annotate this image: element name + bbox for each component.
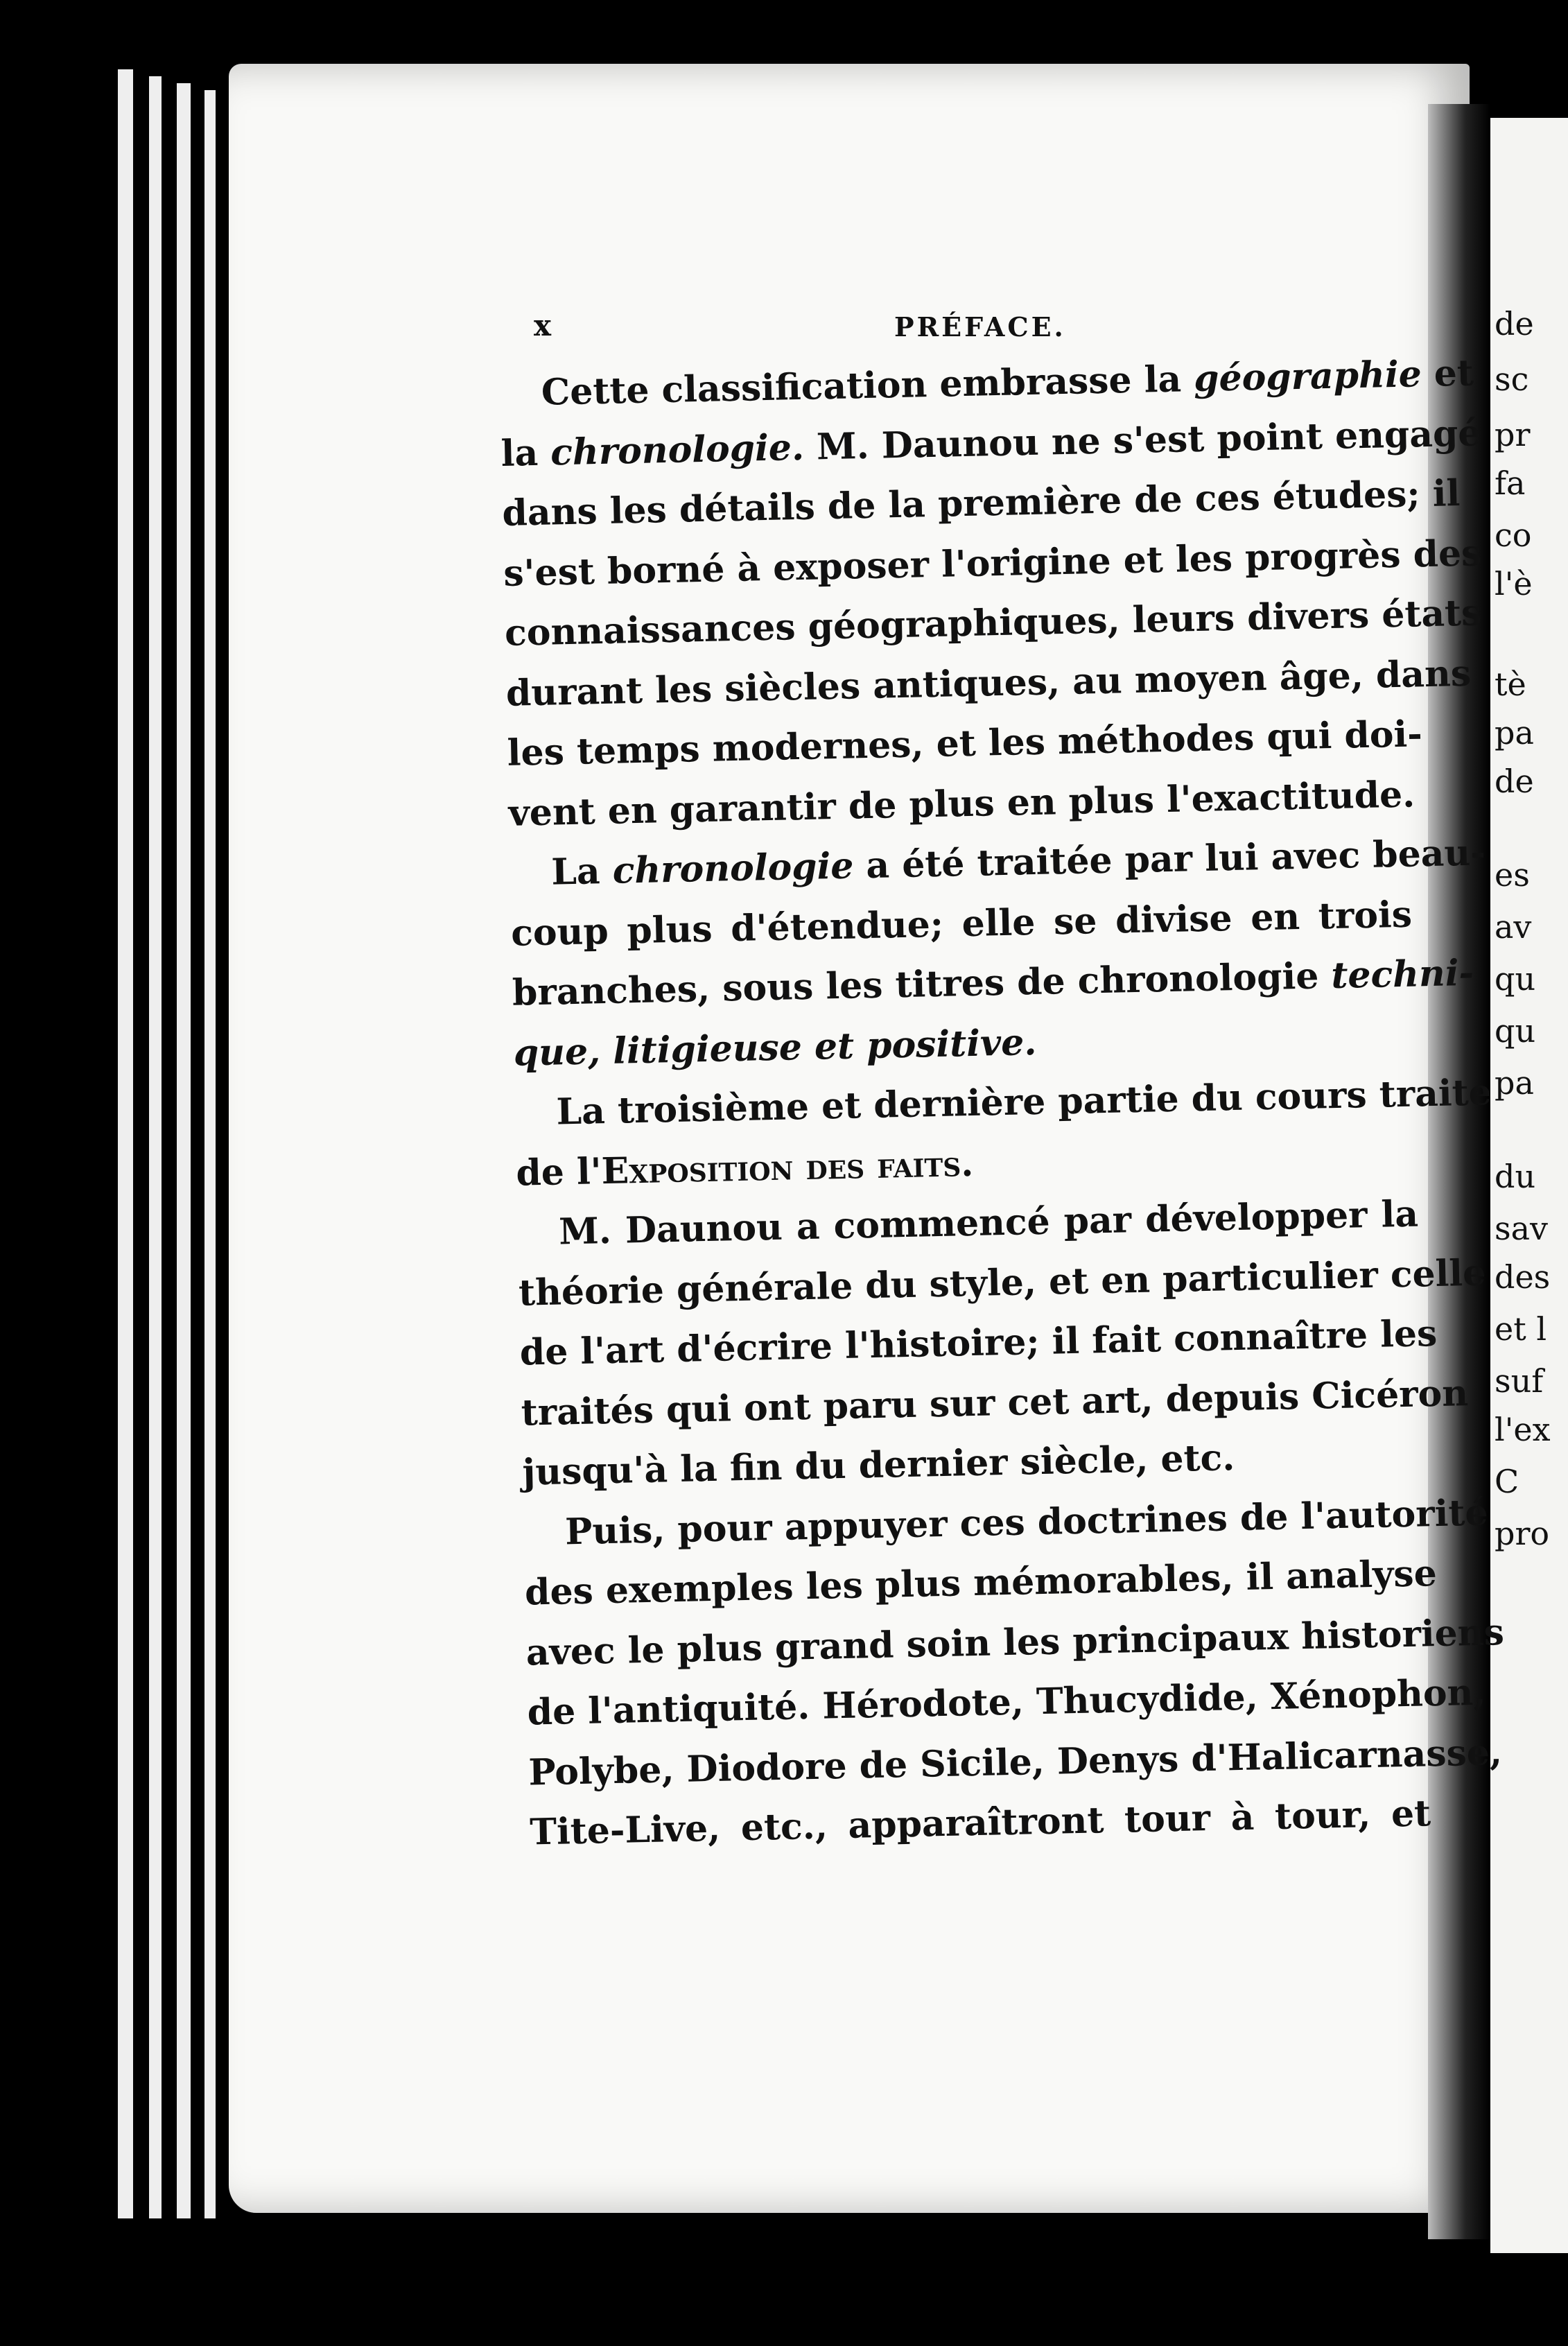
text-run: la [500, 431, 551, 475]
facing-text-fragment: pro [1495, 1515, 1550, 1552]
facing-text-fragment: pr [1495, 416, 1531, 453]
text-run: durant les siècles antiques, au moyen âge, dans [505, 652, 1472, 715]
body-text [499, 345, 1505, 1863]
text-run: dans les détails de la première de ces études; il [501, 472, 1461, 535]
text-run: de l'antiquité. Hérodote, Thucydide, Xénophon, [527, 1671, 1487, 1734]
facing-text-fragment: l'è [1495, 565, 1533, 602]
facing-text-fragment: de [1495, 305, 1534, 342]
facing-text-fragment: fa [1495, 464, 1526, 502]
facing-text-fragment: C [1495, 1463, 1519, 1500]
facing-page [1490, 118, 1568, 2253]
text-run: avec le plus grand soin les principaux historiens [525, 1610, 1505, 1674]
text-run: les temps modernes, et les méthodes qui doi- [507, 713, 1423, 774]
text-run: Polybe, Diodore de Sicile, Denys d'Halicarnasse, [528, 1730, 1503, 1794]
text-run: et [1421, 351, 1474, 396]
text-run: que, litigieuse et positive. [513, 1020, 1037, 1075]
text-run: vent en garantir de plus en plus l'exactitude. [507, 772, 1415, 835]
text-run: des exemples les plus mémorables, il analyse [524, 1552, 1438, 1614]
facing-text-fragment: du [1495, 1158, 1536, 1195]
facing-text-fragment: av [1495, 908, 1532, 946]
text-run: traités qui ont paru sur cet art, depuis Cicéron [521, 1371, 1469, 1434]
facing-text-fragment: suf [1495, 1362, 1544, 1400]
text-run: a été traitée par lui avec beau- [853, 831, 1486, 887]
text-run: théorie générale du style, et en particulier celle [518, 1251, 1486, 1314]
text-run: chronologie [612, 844, 854, 892]
text-run: coup plus d'étendue; elle se divise en trois [510, 893, 1413, 955]
facing-text-fragment: co [1495, 516, 1532, 554]
facing-text-fragment: de [1495, 763, 1534, 800]
page-header [534, 309, 1289, 350]
text-run: de l' [515, 1149, 602, 1194]
text-run: Tite-Live, etc., apparaîtront tour à tour, et [529, 1792, 1431, 1854]
facing-text-fragment: qu [1495, 960, 1536, 998]
facing-text-fragment: pa [1495, 714, 1534, 751]
text-run: La troisième et dernière partie du cours traite [555, 1071, 1492, 1133]
facing-text-fragment: sc [1495, 360, 1529, 398]
text-run: techni- [1330, 951, 1474, 998]
text-run: s'est borné à exposer l'origine et les progrès des [503, 531, 1482, 595]
text-run: chronologie. [550, 426, 805, 473]
facing-text-fragment: pa [1495, 1064, 1534, 1102]
page-edges [149, 76, 162, 2218]
facing-text-fragment: tè [1495, 666, 1526, 703]
text-run: géographie [1193, 353, 1422, 401]
text-run: jusqu'à la fin du dernier siècle, etc. [521, 1436, 1235, 1494]
text-run: Puis, pour appuyer ces doctrines de l'autorité [564, 1491, 1489, 1553]
page-edges [177, 83, 191, 2218]
facing-text-fragment: sav [1495, 1210, 1549, 1247]
page-edges [118, 69, 133, 2218]
text-run: M. Daunou ne s'est point engagé [803, 411, 1482, 469]
text-run: connaissances géographiques, leurs divers états [504, 591, 1482, 654]
text-run: branches, sous les titres de chronologie [512, 955, 1332, 1014]
running-head: PRÉFACE. [894, 311, 1066, 342]
facing-text-fragment: qu [1495, 1012, 1536, 1050]
page-edges [204, 90, 216, 2218]
text-run: Exposition des faits. [601, 1142, 974, 1192]
facing-text-fragment: et l [1495, 1310, 1547, 1348]
text-run: de l'art d'écrire l'histoire; il fait connaître les [519, 1312, 1438, 1374]
page-number: x [534, 309, 552, 342]
facing-text-fragment: des [1495, 1258, 1551, 1296]
text-run: M. Daunou a commencé par développer la [558, 1192, 1419, 1253]
facing-text-fragment: l'ex [1495, 1411, 1551, 1448]
text-run: La [550, 849, 613, 894]
facing-text-fragment: es [1495, 856, 1530, 894]
text-run: Cette classification embrasse la [541, 358, 1194, 414]
